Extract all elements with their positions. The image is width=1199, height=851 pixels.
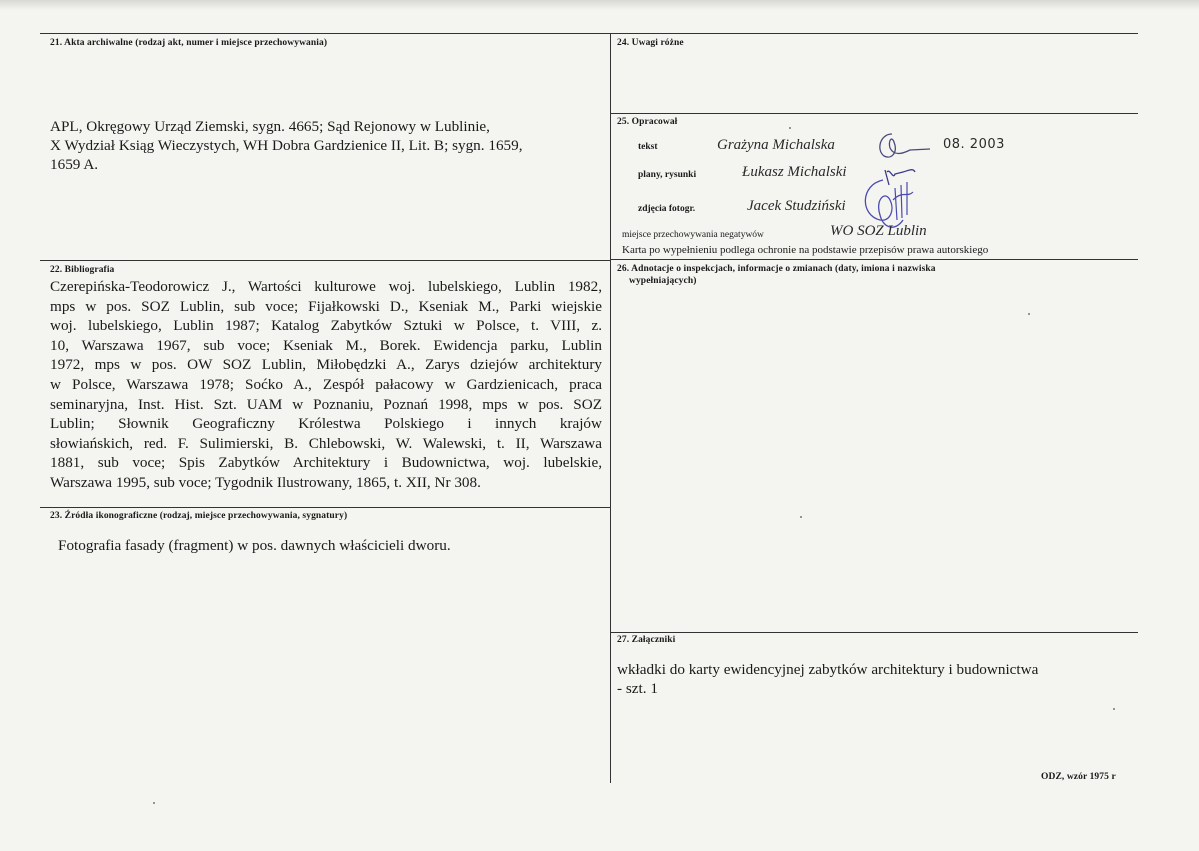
scan-speck <box>1113 708 1115 710</box>
rule-s22-s23 <box>40 507 610 508</box>
s22-line-7: seminaryjna, Inst. Hist. Szt. UAM w Poznaniu, Poznań 1998, mps w pos. SOZ <box>50 395 602 413</box>
s22-line-3: woj. lubelskiego, Lublin 1987; Katalog Zabytków Sztuki w Polsce, t. VIII, z. <box>50 317 602 335</box>
rule-s25-s26 <box>610 259 1138 260</box>
s22-line-6: w Polsce, Warszawa 1978; Soćko A., Zespół pałacowy w Gardzienicach, praca <box>50 375 602 393</box>
s27-line-2: - szt. 1 <box>617 680 658 697</box>
rule-center <box>610 33 611 783</box>
s22-line-5: 1972, mps w pos. OW SOZ Lublin, Miłobędzki A., Zarys dziejów architektury <box>50 356 602 374</box>
s22-line-2: mps w pos. SOZ Lublin, sub voce; Fijałkowski D., Kseniak M., Parki wiejskie <box>50 297 602 315</box>
s25-label-text: tekst <box>638 142 658 152</box>
rule-s21-s22 <box>40 260 610 261</box>
s25-header: 25. Opracował <box>617 117 678 127</box>
page-top-edge <box>0 0 1199 10</box>
s22-header: 22. Bibliografia <box>50 265 115 275</box>
s25-negatives-place: WO SOZ Lublin <box>830 223 927 239</box>
s25-author-photos: Jacek Studziński <box>747 198 846 214</box>
s27-header: 27. Załączniki <box>617 635 676 645</box>
s25-label-plans: plany, rysunki <box>638 170 697 180</box>
s22-line-8: Lublin; Słownik Geograficzny Królestwa Polskiego i innych krajów <box>50 415 602 433</box>
scan-speck <box>800 516 802 518</box>
form-id: ODZ, wzór 1975 r <box>1041 772 1116 782</box>
rule-top <box>40 33 1138 34</box>
s25-date: 08. 2003 <box>943 137 1005 152</box>
rule-s24-s25 <box>610 113 1138 114</box>
rule-s26-s27 <box>610 632 1138 633</box>
s23-text: Fotografia fasady (fragment) w pos. dawnych właścicieli dworu. <box>58 537 451 554</box>
s25-label-photos: zdjęcia fotogr. <box>638 204 696 214</box>
s25-author-plans: Łukasz Michalski <box>742 164 847 180</box>
s22-line-10: 1881, sub voce; Spis Zabytków Architektury i Budownictwa, woj. lubelskie, <box>50 454 602 472</box>
s23-header: 23. Źródła ikonograficzne (rodzaj, miejsce przechowywania, sygnatury) <box>50 511 348 521</box>
s22-line-1: Czerepińska-Teodorowicz J., Wartości kulturowe woj. lubelskiego, Lublin 1982, <box>50 278 602 295</box>
s25-author-text: Grażyna Michalska <box>717 137 835 153</box>
s22-bibliography <box>50 277 602 493</box>
s24-header: 24. Uwagi różne <box>617 38 684 48</box>
s21-line-2: X Wydział Ksiąg Wieczystych, WH Dobra Gardzienice II, Lit. B; sygn. 1659, <box>50 137 523 154</box>
s26-header-line-1: 26. Adnotacje o inspekcjach, informacje o zmianach (daty, imiona i nazwiska <box>617 264 936 274</box>
s21-line-1: APL, Okręgowy Urząd Ziemski, sygn. 4665; Sąd Rejonowy w Lublinie, <box>50 118 490 135</box>
s22-line-9: słowiańskich, red. F. Sulimierski, B. Chlebowski, W. Walewski, t. II, Warszawa <box>50 434 602 452</box>
s26-header-line-2: wypełniających) <box>629 276 697 286</box>
scan-speck <box>789 127 791 129</box>
s22-line-4: 10, Warszawa 1967, sub voce; Kseniak M., Borek. Ewidencja parku, Lublin <box>50 336 602 354</box>
s27-line-1: wkładki do karty ewidencyjnej zabytków architektury i budownictwa <box>617 661 1039 678</box>
s25-label-negatives: miejsce przechowywania negatywów <box>622 230 764 240</box>
s25-copyright-notice: Karta po wypełnieniu podlega ochronie na podstawie przepisów prawa autorskiego <box>622 244 989 256</box>
s21-header: 21. Akta archiwalne (rodzaj akt, numer i miejsce przechowywania) <box>50 38 328 48</box>
scan-speck <box>1028 313 1030 315</box>
scan-speck <box>153 802 155 804</box>
s21-line-3: 1659 A. <box>50 156 99 173</box>
s22-line-11: Warszawa 1995, sub voce; Tygodnik Ilustrowany, 1865, t. XII, Nr 308. <box>50 473 481 491</box>
